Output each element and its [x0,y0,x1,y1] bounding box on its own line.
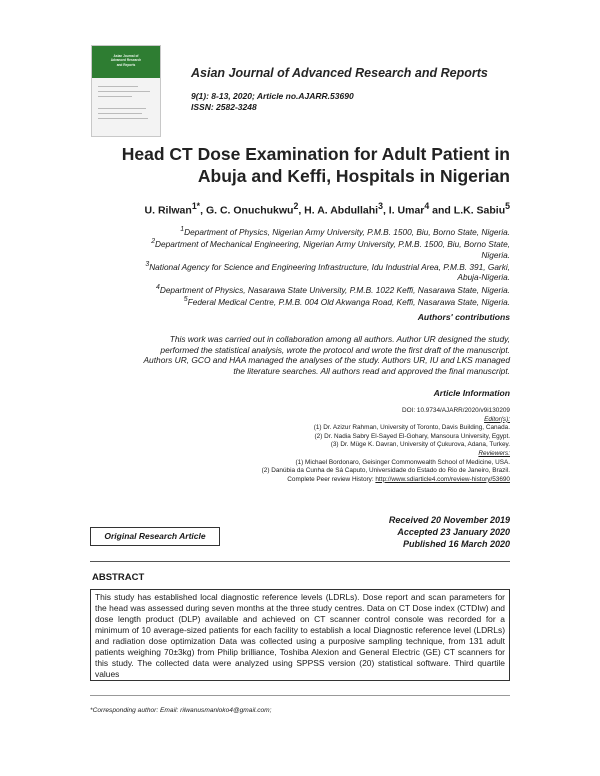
author-sup: 4 [424,201,430,211]
paper-title-line-2: Abuja and Keffi, Hospitals in Nigerian [197,166,510,186]
affiliation-2 [90,237,510,249]
contributions-line: This work was carried out in collaboration among all authors. Author UR designed the study, [169,334,510,344]
author-list: U. Rilwan$^{1*}$, G. C. Onuchukwu$^2$, H. A. Abdullahi$^3$, I. Umar$^4$ and L.K. Sabiu$^5$ [144,201,510,217]
affiliation-sup: 4 [155,283,160,291]
article-type-badge: Original Research Article [90,527,220,546]
contributions-line: the literature searches. All authors read and approved the final manuscript. [233,366,510,377]
editors-label: Editor(s): [484,415,510,423]
cover-lower-panel [92,78,160,136]
journal-issn: ISSN: 2582-3248 [191,102,257,112]
reviewer-entry: (1) Michael Bordonaro, Geisinger Commonwealth School of Medicine, USA. [295,458,510,466]
affiliation-text: Department of Physics, Nasarawa State University, P.M.B. 1022 Keffi, Nasarawa State, Nigeria. [159,284,510,295]
author-name: G. C. Onuchukwu [205,204,294,217]
peer-review-link[interactable]: http://www.sdiarticle4.com/review-history/53690 [375,475,510,483]
affiliation-sup: 2 [151,238,156,246]
cover-title [96,54,156,67]
affiliation-text: Department of Physics, Nigerian Army University, P.M.B. 1500, Biu, Borno State, Nigeria. [184,226,510,237]
cover-text-line [98,118,148,119]
affiliation-4 [90,283,510,295]
author-sup: 2 [293,201,299,211]
affiliation-3-cont: Abuja-Nigeria. [457,272,510,283]
editor-entry: (3) Dr. Müge K. Davran, University of Çukurova, Adana, Turkey. [330,441,510,449]
affiliation-sup: 5 [183,296,188,304]
cover-title-line: Asian Journal of [113,54,139,58]
cover-title-line: Advanced Research [110,58,142,63]
reviewers-label: Reviewers: [478,449,510,457]
affiliation-3 [90,260,510,272]
author-name: L.K. Sabiu [453,204,506,217]
peer-review-history [150,476,510,485]
cover-text-line [98,108,146,109]
affiliation-2-cont: Nigeria. [481,249,510,260]
cover-title-line: and Reports [116,62,136,67]
footnote-divider [90,695,510,696]
author-sup: 3 [378,201,383,211]
cover-text-line [98,113,142,114]
affiliations [90,225,510,307]
journal-meta [191,91,354,113]
affiliation-text: Department of Mechanical Engineering, Nigerian Army University, P.M.B. 1500, Biu, Borno State, [155,239,510,250]
paper-title-line-1: Head CT Dose Examination for Adult Patient in [121,144,510,164]
article-info [150,407,510,484]
author-sup: 1* [191,201,201,211]
cover-text-line [98,91,150,92]
cover-text-line [98,96,132,97]
contributions-line: Authors UR, GCO and HAA managed the analyses of the study. Authors UR, IU and LKS managed [143,355,510,366]
journal-name: Asian Journal of Advanced Research and Reports [191,66,488,80]
editor-entry: (1) Dr. Azizur Rahman, University of Toronto, Davis Building, Canada. [313,424,510,432]
journal-citation: 9(1): 8-13, 2020; Article no.AJARR.53690 [191,91,354,101]
journal-cover-thumbnail [91,45,161,137]
affiliation-sup: 3 [145,261,150,269]
affiliation-text: Federal Medical Centre, P.M.B. 004 Old Akwanga Road, Keffi, Nasarawa State, Nigeria. [187,296,510,307]
author-sup: 5 [505,201,510,211]
corresponding-author-footnote: *Corresponding author: Email: rilwanusmanloko4@gmail.com; [90,707,272,714]
author-name: U. Rilwan [144,204,192,217]
reviewer-entry: (2) Danúbia da Cunha de Sá Caputo, Universidade do Estado do Rio de Janeiro, Brazil. [261,467,510,475]
contributions-text [95,334,510,377]
section-divider [90,561,510,562]
received-date: Received 20 November 2019 [388,515,510,525]
affiliation-1 [90,225,510,237]
doi: DOI: 10.9734/AJARR/2020/v9i130209 [401,407,510,414]
article-info-heading: Article Information [433,388,510,398]
cover-text-line [98,86,138,87]
affiliation-text: National Agency for Science and Engineering Infrastructure, Idu Industrial Area, P.M.B. 391, Garki, [149,261,510,272]
affiliation-sup: 1 [180,226,185,233]
editor-entry: (2) Dr. Nadia Sabry El-Sayed El-Gohary, Mansoura University, Egypt. [314,432,510,440]
abstract-text: This study has established local diagnostic reference levels (LDRLs). Dose report and scan parameters for the head was assessed during seven months at the three study centres. Data on CT Dose index (CTDIw) and dose length product (DLP) available and achieved on CT scanner control console was recorded for a minimum of 10 average-sized patients for each facility to establish a local Diagnostic reference level (LDRLs) and radiation dose optimization Data was collected using a purposive sampling technique, from 131 adult patients weighing 70±3kg) from Philip brilliance, Toshiba Alexion and General Electric (GE) CT scanners for this study. The collected data were analyzed using SPPSS version (20) statistical software. Third quartile values [90,589,510,681]
peer-review-label: Complete Peer review History: [287,475,376,483]
article-dates [389,514,510,550]
abstract-heading: ABSTRACT [92,572,145,583]
author-name: I. Umar [388,204,425,217]
author-name: H. A. Abdullahi [304,204,379,217]
contributions-heading: Authors' contributions [417,312,510,322]
contributions-line: performed the statistical analysis, wrote the protocol and wrote the first draft of the manuscript. [160,344,510,355]
published-date: Published 16 March 2020 [402,539,510,549]
affiliation-5 [90,295,510,307]
accepted-date: Accepted 23 January 2020 [397,527,510,537]
paper-title [100,143,510,187]
